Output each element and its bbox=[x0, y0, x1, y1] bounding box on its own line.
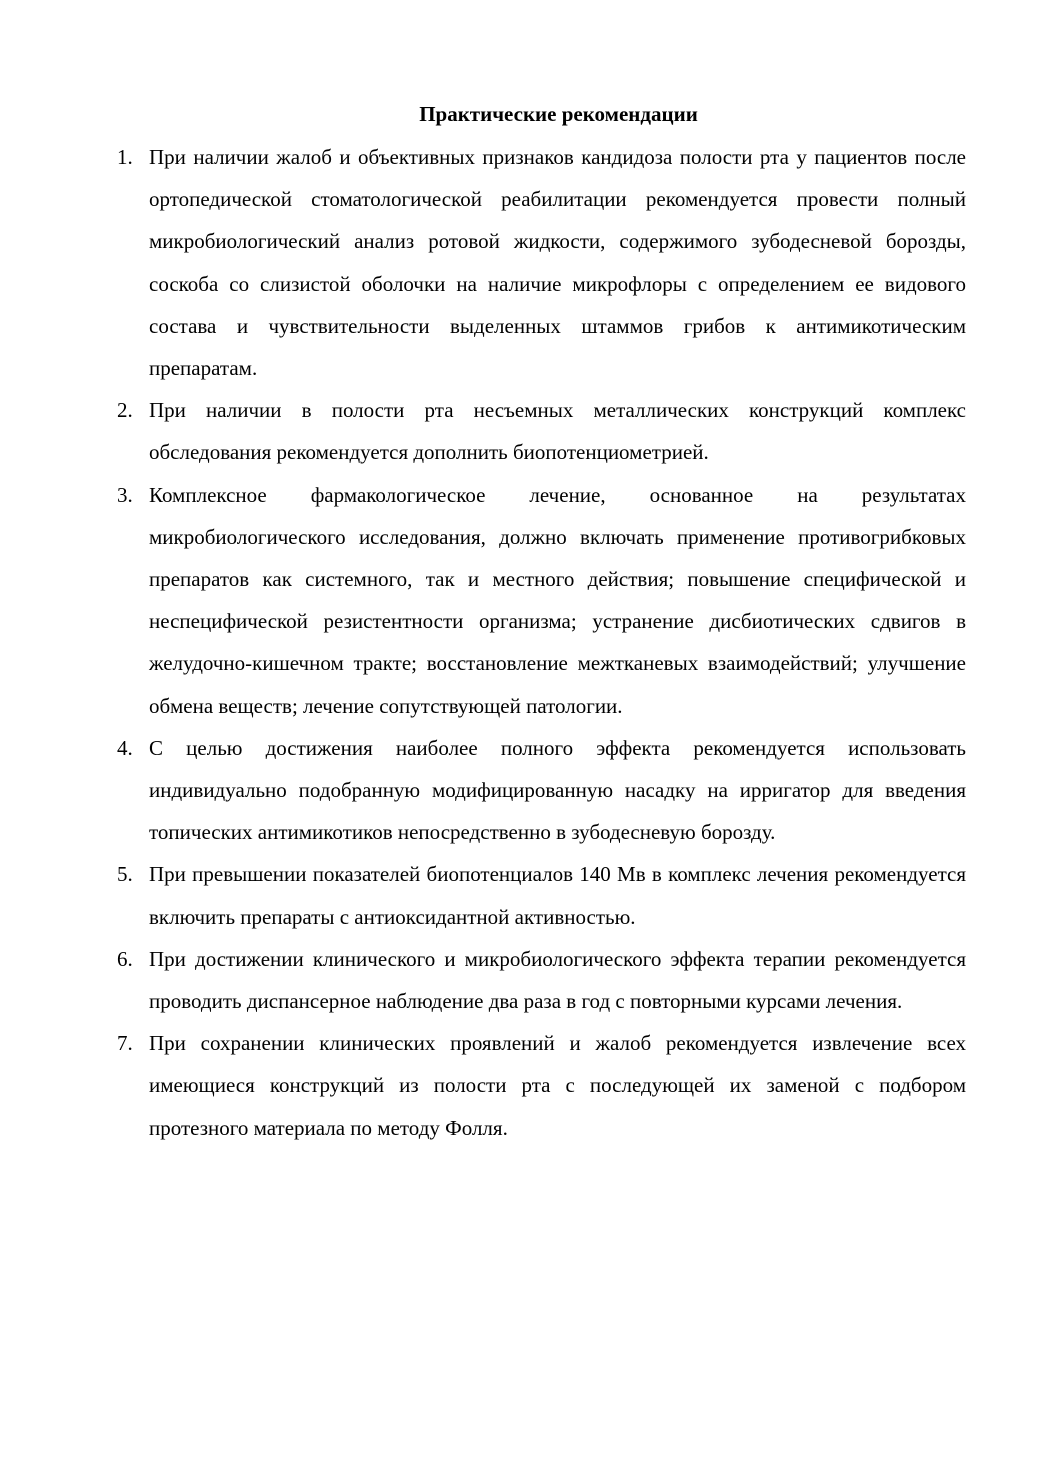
item-text: При сохранении клинических проявлений и жалоб рекомендуется извлечение всех имеющиеся конструкций из полости рта с последующей их заменой с подбором протезного материала по методу Фолля. bbox=[149, 1031, 966, 1140]
item-text: С целью достижения наиболее полного эффекта рекомендуется использовать индивидуально подобранную модифицированную насадку на ирригатор для введения топических антимикотиков непосредственно в зубодесневую борозду. bbox=[149, 735, 966, 845]
list-item bbox=[114, 853, 966, 937]
list-item bbox=[114, 389, 966, 473]
list-item bbox=[114, 1022, 966, 1149]
list-item bbox=[114, 938, 966, 1022]
recommendations-list bbox=[114, 136, 966, 1149]
item-number: 2. bbox=[117, 398, 133, 423]
item-text: При наличии в полости рта несъемных металлических конструкций комплекс обследования рекомендуется дополнить биопотенциометрией. bbox=[149, 398, 966, 465]
item-number: 3. bbox=[117, 482, 133, 507]
list-item bbox=[114, 474, 966, 727]
item-text: Комплексное фармакологическое лечение, основанное на результатах микробиологического исследования, должно включать применение противогрибковых препаратов как системного, так и местного действия; повышение специфической и неспецифической резистентности организма; устранение дисбиотических сдвигов в желудочно-кишечном тракте; восстановление межтканевых взаимодействий; улучшение обмена веществ; лечение сопутствующей патологии. bbox=[149, 482, 966, 718]
item-text: При наличии жалоб и объективных признаков кандидоза полости рта у пациентов после ортопедической стоматологической реабилитации рекомендуется провести полный микробиологический анализ ротовой жидкости, содержимого зубодесневой борозды, соскоба со слизистой оболочки на наличие микрофлоры с определением ее видового состава и чувствительности выделенных штаммов грибов к антимикотическим препаратам. bbox=[149, 145, 966, 381]
item-number: 7. bbox=[117, 1031, 133, 1056]
item-number: 1. bbox=[117, 145, 133, 169]
item-text: При превышении показателей биопотенциалов 140 Мв в комплекс лечения рекомендуется включить препараты с антиоксидантной активностью. bbox=[149, 862, 966, 929]
item-number: 4. bbox=[117, 735, 133, 760]
item-number: 6. bbox=[117, 946, 133, 971]
list-item bbox=[114, 727, 966, 854]
item-number: 5. bbox=[117, 862, 133, 887]
item-text: При достижении клинического и микробиологического эффекта терапии рекомендуется проводить диспансерное наблюдение два раза в год с повторными курсами лечения. bbox=[149, 946, 966, 1014]
page-title: Практические рекомендации bbox=[419, 102, 698, 126]
list-item bbox=[114, 136, 966, 389]
